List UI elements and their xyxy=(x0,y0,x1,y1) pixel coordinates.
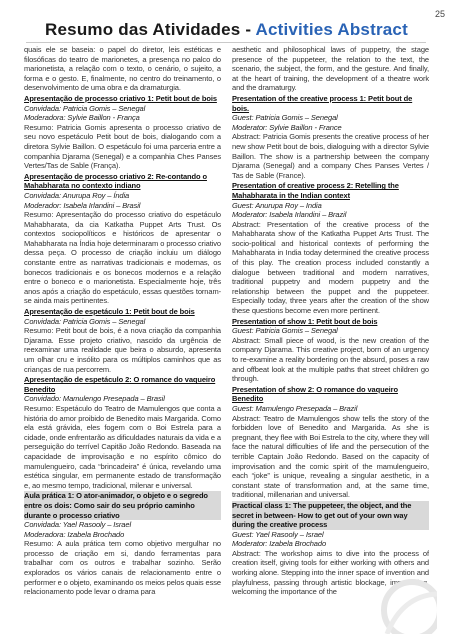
watermark-graphic xyxy=(367,576,437,634)
page-number: 25 xyxy=(434,9,445,19)
section-body: Abstract: Patricia Gomis presents the creative process of her new show Petit bout de bois, dialoguing with a director Sylvie Baillon. The show is a partnership between the company Djarama (Senegal) and a company Ches Panses Vertes / Tas de Sable (France). xyxy=(232,132,429,180)
section-meta-line: Moderator: Izabela Brochado xyxy=(232,539,327,549)
right-intro-text: aesthetic and philosophical laws of puppetry, the stage presence of the puppeteer, the relation to the text, the scenario, the subject, the form, and the gesture. And finally, at the heart of training, the development of a theatre work and the dramaturgy. xyxy=(232,45,429,93)
header-title-pt: Resumo das Atividades xyxy=(45,20,241,39)
section-title: Presentation of creative process 2: Retelling the Mahabharata in the Indian context xyxy=(232,181,399,200)
header-divider xyxy=(26,42,426,43)
right-column-english xyxy=(232,45,429,637)
section-title: Apresentação de processo criativo 1: Petit bout de bois xyxy=(24,93,217,103)
header-separator: - xyxy=(240,20,256,39)
section-body: Abstract: The workshop aims to dive into the process of creation itself, giving tools for either working with others and working alone. Stepping into the inner space of invention and playfulness, passing through artistic blockage, improvising, welcoming the importance of the xyxy=(232,548,429,597)
right-section-2 xyxy=(232,181,429,315)
header-title-en: Activities Abstract xyxy=(255,20,408,39)
section-meta-line: Convidada: Patricia Gomis – Senegal xyxy=(24,316,146,326)
section-title: Apresentação de espetáculo 1: Petit bout de bois xyxy=(24,307,195,317)
section-title: Practical class 1: The puppeteer, the object, and the secret in between- How to get out of your own way during the creative process xyxy=(232,501,429,530)
page-header xyxy=(0,20,453,40)
left-section-5 xyxy=(24,491,221,597)
section-meta-line: Convidada: Patricia Gomis – Senegal xyxy=(24,103,146,113)
section-meta-line: Guest: Patricia Gomis – Senegal xyxy=(232,113,338,123)
section-body: Resumo: A aula prática tem como objetivo mergulhar no processo de criação em si, dando ferramentas para trabalhar com os outros e trabalhar sozinho. Serão explorados os vários canais de relacionamento entre o performer e o objeto, examinando os meios pelos quais esse relacionamento pode levar o drama para xyxy=(24,539,221,597)
section-meta-line: Convidado: Mamulengo Presepada – Brasil xyxy=(24,394,165,404)
section-meta-line: Guest: Anurupa Roy – India xyxy=(232,200,322,210)
section-body: Abstract: Presentation of the creative process of the Mahabharata show of the Katkatha Puppet Arts Trust. The socio-political and historical contexts of performing the Mahabharata in India today determined the creative process of this play. The creation process included constantly a dialogue between traditional and modern narratives, traditional puppetry and modern puppetry and the relationship between the puppet and the puppeteer. Especially today, three years after the creation of the show these questions become even more pertinent. xyxy=(232,219,429,316)
section-meta-line: Convidada: Yael Rasooly – Israel xyxy=(24,520,132,530)
section-body: Resumo: Patricia Gomis apresenta o processo criativo de seu novo espetáculo Petit bout de bois, dialogando com a diretora Sylvie Baillon. O espetáculo foi uma parceria entre a companhia Djarama (Senegal) e a companhia Ches Panses Vertes/Tas de Sable (França). xyxy=(24,122,221,171)
left-section-1 xyxy=(24,94,221,171)
left-section-2 xyxy=(24,172,221,306)
section-title: Apresentação de processo criativo 2: Re-contando o Mahabharata no contexto indiano xyxy=(24,171,207,191)
left-section-3 xyxy=(24,307,221,374)
section-body: Abstract: Small piece of wood, is the new creation of the company Djarama. This creative project, born of an urgency to re-examine a reality bordering on the absurd, poses a raw and offbeat look at the multiple paths that street children go through. xyxy=(232,335,429,384)
section-body: Resumo: Petit bout de bois, é a nova criação da companhia Djarama. Esse projeto criativo, nascido da urgência de reexaminar uma realidade que beira o absurdo, apresenta um olhar cru e insólito para os múltiplos caminhos que as crianças de rua percorrem. xyxy=(24,326,221,374)
section-meta-line: Moderadora: Sylvie Baillon - França xyxy=(24,113,140,123)
section-body: Resumo: Apresentação do processo criativo do espetáculo Mahabharata, da cia Katkatha Puppet Arts Trust. Os contextos sociopolíticos e históricos de apresentar o Mahabharata na Índia hoje determinaram o processo criativo dessa peça. O processo de criação incluiu um diálogo constante entre as narrativas tradicionais e modernas, os bonecos tradicionais e os bonecos modernos e a relação entre o boneco e o marionetista. Especialmente hoje, três anos após a criação do espetáculo, essas questões tornam-se ainda mais pertinentes. xyxy=(24,210,221,306)
section-meta-line: Guest: Patricia Gomis – Senegal xyxy=(232,326,338,336)
right-section-1 xyxy=(232,94,429,180)
right-section-4 xyxy=(232,385,429,500)
left-column-portuguese xyxy=(24,45,221,637)
section-title: Presentation of show 1: Petit bout de bois xyxy=(232,316,378,326)
section-title: Presentation of show 2: O romance do vaqueiro Benedito xyxy=(232,384,398,404)
section-title: Apresentação de espetáculo 2: O romance do vaqueiro Benedito xyxy=(24,375,216,394)
left-intro-text: quais ele se baseia: o papel do diretor, leis estéticas e filosóficas do teatro de marionetes, a presença no palco do marionetista, a relação com o texto, o cenário, o sujeito, a forma e o gesto. E, finalmente, no centro do treinamento, o desenvolvimento de uma obra e da dramaturgia. xyxy=(24,45,221,93)
left-section-4 xyxy=(24,375,221,490)
right-section-3 xyxy=(232,317,429,384)
section-body: Abstract: Teatro de Mamulengos show tells the story of the forbidden love of Benedito and Margarida. As she is pregnant, they flee with Boi Estrela to the city, where they will face the natural difficulties of life and the persecution of the terrible Captain João Redondo. Based on the capacity of improvisation and the comic spirit of the mamulengueiro, each “joke” is unique, revealing a singular aesthetic, in a constant state of transformation and, at the same time, traditional, millenarian and universal. xyxy=(232,413,429,500)
section-meta-line: Moderadora: Izabela Brochado xyxy=(24,529,125,539)
section-title: Aula prática 1: O ator-animador, o objeto e o segredo entre os dois: Como sair do seu próprio caminho durante o processo criativo xyxy=(24,491,221,520)
section-meta-line: Moderador: Isabela Irlandini – Brasil xyxy=(24,200,141,210)
section-title: Presentation of the creative process 1: Petit bout de bois. xyxy=(232,93,413,113)
section-meta-line: Moderator: Sylvie Baillon - France xyxy=(232,122,342,132)
section-meta-line: Convidada: Anurupa Roy – Índia xyxy=(24,190,130,200)
section-meta-line: Guest: Yael Rasooly – Israel xyxy=(232,529,324,539)
section-meta-line: Moderator: Isabela Irlandini – Brazil xyxy=(232,210,347,220)
section-body: Resumo: Espetáculo do Teatro de Mamulengos que conta a história do amor proibido de Benedito mais Margarida. Como ela está grávida, eles fogem com o Boi Estrela para a cidade, onde enfrentarão as dificuldades naturais da vida e a perseguição do terrível Capitão João Redondo. Baseada na capacidade de improvisação e no espírito cômico do mamulengueiro, cada “brincadeira” é única, revelando uma estética singular, em permanente estado de transformação e, ao mesmo tempo, tradicional, milenar e universal. xyxy=(24,403,221,490)
section-meta-line: Guest: Mamulengo Presepada – Brazil xyxy=(232,403,358,413)
